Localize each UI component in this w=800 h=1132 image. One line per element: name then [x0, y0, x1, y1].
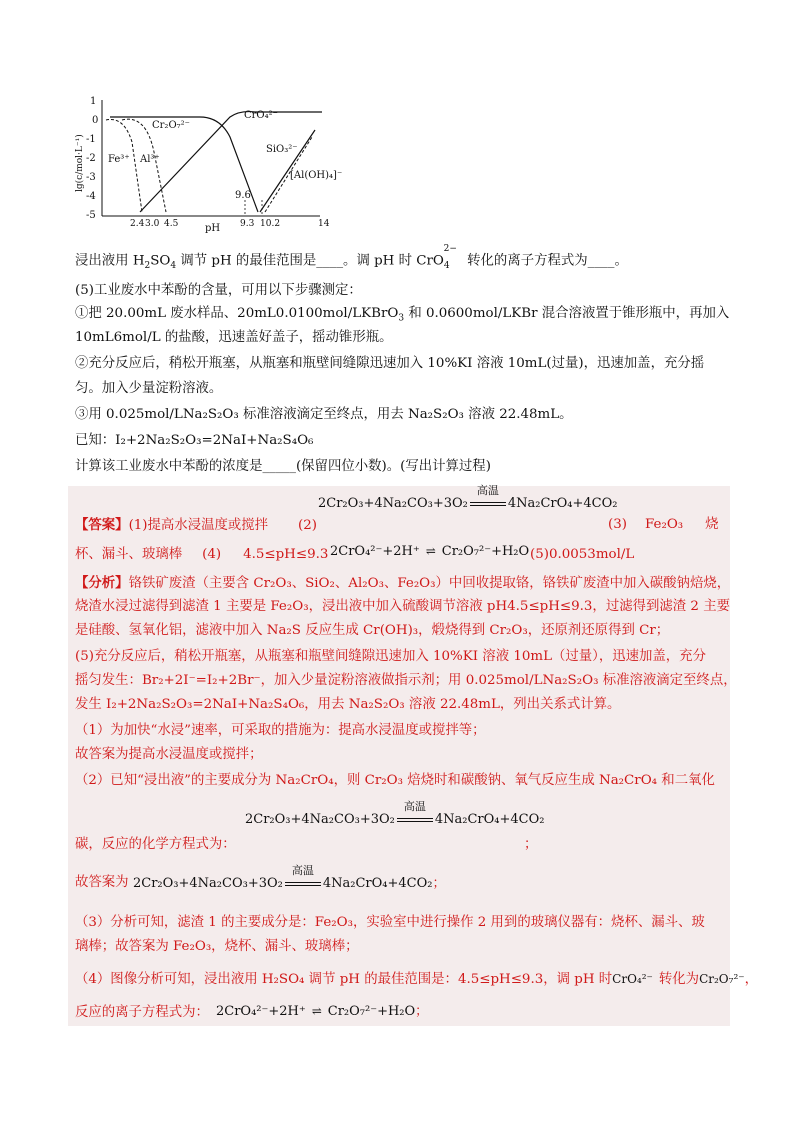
- label-9-6: 9.6: [235, 190, 251, 201]
- step-2-line-2: 匀。加入少量淀粉溶液。: [75, 381, 223, 396]
- label-sio3: SiO₃²⁻: [266, 144, 298, 155]
- analysis-line-6: 发生 I₂+2Na₂S₂O₃=2NaI+Na₂S₄O₆，用去 Na₂S₂O₃ 溶液 22.48mL，列出关系式计算。: [75, 697, 621, 712]
- part-2-semicolon: ；: [524, 837, 538, 852]
- label-fe: Fe³⁺: [108, 154, 130, 165]
- label-cro4: CrO₄²⁻: [244, 110, 278, 121]
- ytick-m1: -1: [86, 134, 96, 145]
- known-equation: 已知：I₂+2Na₂S₂O₃=2NaI+Na₂S₄O₆: [75, 433, 314, 448]
- ytick-m3: -3: [86, 172, 96, 183]
- answer-line-2: 杯、漏斗、玻璃棒 (4) 4.5≤pH≤9.3: [75, 547, 329, 562]
- part-2-answer-eq: 2Cr₂O₃+4Na₂CO₃+3O₂ 高温 4Na₂CrO₄+4CO₂；: [133, 864, 446, 891]
- analysis-line-5: 摇匀发生：Br₂+2I⁻=I₂+2Br⁻，加入少量淀粉溶液做指示剂；用 0.025mol/LNa₂S₂O₃ 标准溶液滴定至终点，: [75, 673, 737, 688]
- xtick-2-4: 2.4: [130, 219, 145, 229]
- part-3-line-2: 璃棒；故答案为 Fe₂O₃，烧杯、漏斗、玻璃棒；: [75, 939, 359, 954]
- ytick-1: 1: [90, 96, 97, 107]
- question-ask: 计算该工业废水中苯酚的浓度是_____(保留四位小数)。(写出计算过程): [75, 459, 491, 474]
- answer-eq1: 2Cr₂O₃+4Na₂CO₃+3O₂ 高温 4Na₂CrO₄+4CO₂: [318, 484, 618, 511]
- step-1-line-1: ①把 20.00mL 废水样品、20mL0.0100mol/LKBrO$_3$ 和 0.0600mol/LKBr 混合溶液置于锥形瓶中，再加入: [75, 306, 730, 324]
- answer-line-1: 【答案】(1)提高水浸温度或搅拌 (2): [75, 517, 318, 533]
- label-aloh4: [Al(OH)₄]⁻: [290, 170, 343, 181]
- y-axis-label: lg(c/mol·L⁻¹): [75, 134, 85, 192]
- part-1-line-2: 故答案为提高水浸温度或搅拌；: [75, 747, 263, 762]
- analysis-line-4: (5)充分反应后，稍松开瓶塞，从瓶塞和瓶壁间缝隙迅速加入 10%KI 溶液 10mL（过量），迅速加盖，充分: [75, 649, 706, 664]
- answer-eq2: 2CrO₄²⁻+2H⁺ ⇌ Cr₂O₇²⁻+H₂O: [330, 544, 530, 559]
- xtick-10-2: 10.2: [260, 219, 281, 229]
- xtick-9-3: 9.3: [240, 219, 255, 229]
- analysis-line-2: 烧渣水浸过滤得到滤渣 1 主要是 Fe₂O₃，浸出液中加入硫酸调节溶液 pH4.5≤pH≤9.3，过滤得到滤渣 2 主要: [75, 599, 730, 614]
- xtick-3-0: 3.0: [145, 219, 160, 229]
- ytick-0: 0: [92, 115, 99, 126]
- q5-title: (5)工业废水中苯酚的含量，可用以下步骤测定：: [75, 283, 362, 298]
- ytick-m2: -2: [86, 153, 96, 164]
- part-1-line-1: （1）为加快“水浸”速率，可采取的措施为：提高水浸温度或搅拌等；: [75, 723, 486, 738]
- part-4-line-2: 反应的离子方程式为：: [75, 1005, 209, 1020]
- part-2-line-2: 碳，反应的化学方程式为：: [75, 837, 236, 852]
- step-2-line-1: ②充分反应后，稍松开瓶塞，从瓶塞和瓶壁间缝隙迅速加入 10%KI 溶液 10mL(过量)，迅速加盖，充分摇: [75, 356, 705, 371]
- answer-3: (3) Fe₂O₃ 烧: [608, 517, 719, 532]
- question-line-1: 浸出液用 $H_2SO_4$ 调节 pH 的最佳范围是____。调 pH 时 CrO$_4^{2-}$ 转化的离子方程式为____。: [75, 244, 628, 272]
- ytick-m5: -5: [86, 210, 96, 221]
- part-4-line-1: （4）图像分析可知，浸出液用 H₂SO₄ 调节 pH 的最佳范围是：4.5≤pH≤9.3，调 pH 时CrO₄²⁻ 转化为Cr₂O₇²⁻，: [75, 972, 758, 987]
- label-al: Al³⁺: [140, 154, 160, 165]
- part-4-eq: 2CrO₄²⁻+2H⁺ ⇌ Cr₂O₇²⁻+H₂O；: [216, 1004, 429, 1019]
- ytick-m4: -4: [86, 191, 96, 202]
- xtick-14: 14: [318, 219, 330, 229]
- part-2-eq: 2Cr₂O₃+4Na₂CO₃+3O₂ 高温 4Na₂CrO₄+4CO₂: [245, 800, 545, 827]
- analysis-line-1: 【分析】铬铁矿废渣（主要含 Cr₂O₃、SiO₂、Al₂O₃、Fe₂O₃）中回收提取铬，铬铁矿废渣中加入碳酸钠焙烧，: [75, 575, 731, 591]
- fe-curve: [106, 119, 142, 212]
- analysis-line-3: 是硅酸、氢氧化铝，滤液中加入 Na₂S 反应生成 Cr(OH)₃，煅烧得到 Cr₂O₃，还原剂还原得到 Cr；: [75, 623, 670, 638]
- part-2-answer: 故答案为: [75, 875, 129, 890]
- x-axis-label: pH: [205, 223, 221, 234]
- step-1-line-2: 10mL6mol/L 的盐酸，迅速盖好盖子，摇动锥形瓶。: [75, 330, 393, 345]
- part-2-line-1: （2）已知“浸出液”的主要成分为 Na₂CrO₄，则 Cr₂O₃ 焙烧时和碳酸钠、氧气反应生成 Na₂CrO₄ 和二氧化: [75, 773, 715, 788]
- xtick-4-5: 4.5: [164, 219, 179, 229]
- label-cr2o7: Cr₂O₇²⁻: [152, 120, 190, 131]
- step-3: ③用 0.025mol/LNa₂S₂O₃ 标准溶液滴定至终点，用去 Na₂S₂O₃ 溶液 22.48mL。: [75, 407, 573, 422]
- part-3-line-1: （3）分析可知，滤渣 1 的主要成分是：Fe₂O₃，实验室中进行操作 2 用到的玻璃仪器有：烧杯、漏斗、玻: [75, 915, 705, 930]
- species-distribution-chart: [75, 92, 343, 234]
- answer-5: (5)0.0053mol/L: [530, 547, 635, 562]
- al-curve: [122, 119, 166, 212]
